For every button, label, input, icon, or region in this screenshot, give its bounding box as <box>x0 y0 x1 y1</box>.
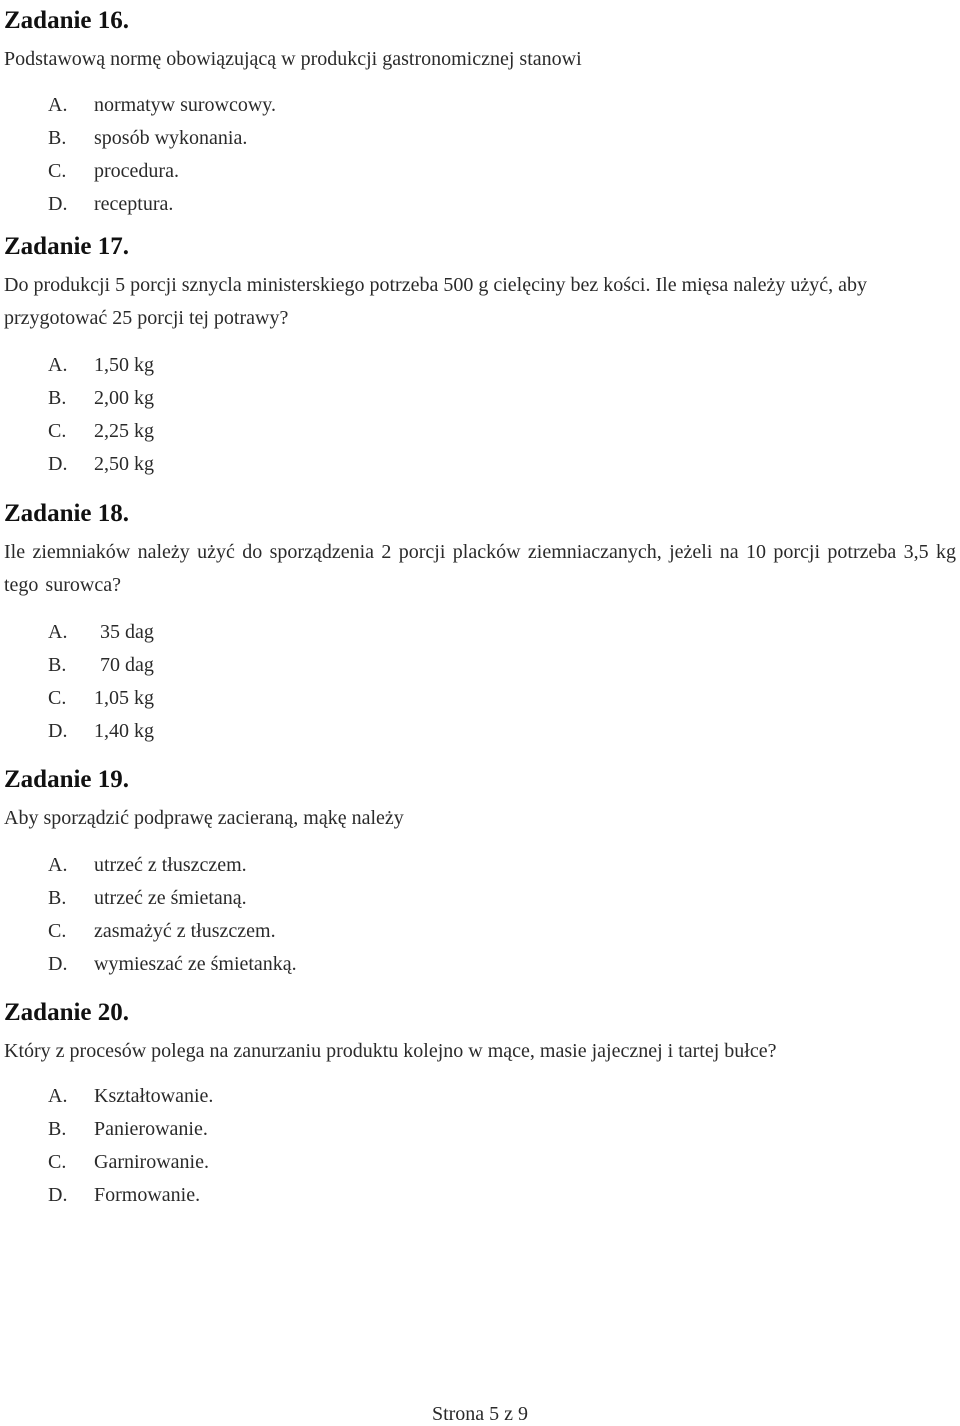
option-letter: A. <box>48 1085 68 1107</box>
option-letter: B. <box>48 387 67 409</box>
question-text: Do produkcji 5 porcji sznycla ministerskiego potrzeba 500 g cielęciny bez kości. Ile mięsa należy użyć, aby przygotować 25 porcji tej potrawy? <box>4 274 868 329</box>
option-letter: B. <box>48 887 67 909</box>
option-text: procedura. <box>94 160 179 182</box>
answer-options <box>4 849 956 981</box>
option-b <box>4 882 956 915</box>
task-19 <box>4 765 956 981</box>
option-a <box>4 849 956 882</box>
option-text: receptura. <box>94 193 174 215</box>
answer-options <box>4 89 956 221</box>
task-title: Zadanie 16. <box>4 7 130 34</box>
option-d <box>4 188 956 221</box>
option-letter: C. <box>48 1151 67 1173</box>
option-letter: C. <box>48 420 67 442</box>
page-number: Strona 5 z 9 <box>431 1403 529 1425</box>
answer-options <box>4 1080 956 1212</box>
option-text: Panierowanie. <box>94 1118 208 1140</box>
task-20 <box>4 998 956 1212</box>
option-letter: A. <box>48 94 68 116</box>
option-b <box>4 1113 956 1146</box>
option-letter: D. <box>48 953 68 975</box>
option-text: 1,05 kg <box>94 687 154 709</box>
task-title: Zadanie 17. <box>4 233 130 260</box>
option-c <box>4 915 956 948</box>
option-d <box>4 715 956 748</box>
task-17 <box>4 232 956 481</box>
option-text: utrzeć ze śmietaną. <box>94 887 247 909</box>
task-16 <box>4 6 956 221</box>
question-text: Aby sporządzić podprawę zacieraną, mąkę należy <box>4 807 404 829</box>
option-text: wymieszać ze śmietanką. <box>94 953 297 975</box>
option-text: utrzeć z tłuszczem. <box>94 854 247 876</box>
task-title: Zadanie 20. <box>4 999 130 1026</box>
option-letter: B. <box>48 127 67 149</box>
option-letter: D. <box>48 193 68 215</box>
task-18 <box>4 499 956 748</box>
option-letter: A. <box>48 354 68 376</box>
option-text: Garnirowanie. <box>94 1151 209 1173</box>
option-letter: D. <box>48 453 68 475</box>
option-letter: A. <box>48 621 68 643</box>
option-text: 1,50 kg <box>94 354 154 376</box>
option-a <box>4 616 956 649</box>
question-text: Ile ziemniaków należy użyć do sporządzenia 2 porcji placków ziemniaczanych, jeżeli na 10 porcji potrzeba 3,5 kg tego surowca? <box>4 541 956 596</box>
option-letter: C. <box>48 160 67 182</box>
option-d <box>4 948 956 981</box>
option-c <box>4 682 956 715</box>
option-d <box>4 448 956 481</box>
option-a <box>4 1080 956 1113</box>
option-letter: D. <box>48 720 68 742</box>
option-text: sposób wykonania. <box>94 127 248 149</box>
option-c <box>4 415 956 448</box>
option-a <box>4 349 956 382</box>
option-letter: D. <box>48 1184 68 1206</box>
answer-options <box>4 349 956 481</box>
option-letter: B. <box>48 1118 67 1140</box>
option-c <box>4 1146 956 1179</box>
option-a <box>4 89 956 122</box>
option-letter: A. <box>48 854 68 876</box>
option-c <box>4 155 956 188</box>
option-b <box>4 649 956 682</box>
option-b <box>4 382 956 415</box>
option-b <box>4 122 956 155</box>
option-d <box>4 1179 956 1212</box>
option-text: 2,50 kg <box>94 453 154 475</box>
option-letter: B. <box>48 654 67 676</box>
question-text: Który z procesów polega na zanurzaniu produktu kolejno w mące, masie jajecznej i tartej bułce? <box>4 1040 777 1062</box>
option-text: 2,00 kg <box>94 387 154 409</box>
task-title: Zadanie 19. <box>4 766 130 793</box>
option-text: 35 dag <box>100 621 154 643</box>
option-letter: C. <box>48 920 67 942</box>
question-text: Podstawową normę obowiązującą w produkcji gastronomicznej stanowi <box>4 48 582 70</box>
option-text: Formowanie. <box>94 1184 201 1206</box>
option-text: 2,25 kg <box>94 420 154 442</box>
answer-options <box>4 616 956 748</box>
option-text: normatyw surowcowy. <box>94 94 277 116</box>
option-text: zasmażyć z tłuszczem. <box>94 920 276 942</box>
option-text: 1,40 kg <box>94 720 154 742</box>
task-title: Zadanie 18. <box>4 500 130 527</box>
option-text: 70 dag <box>100 654 154 676</box>
option-letter: C. <box>48 687 67 709</box>
option-text: Kształtowanie. <box>94 1085 214 1107</box>
